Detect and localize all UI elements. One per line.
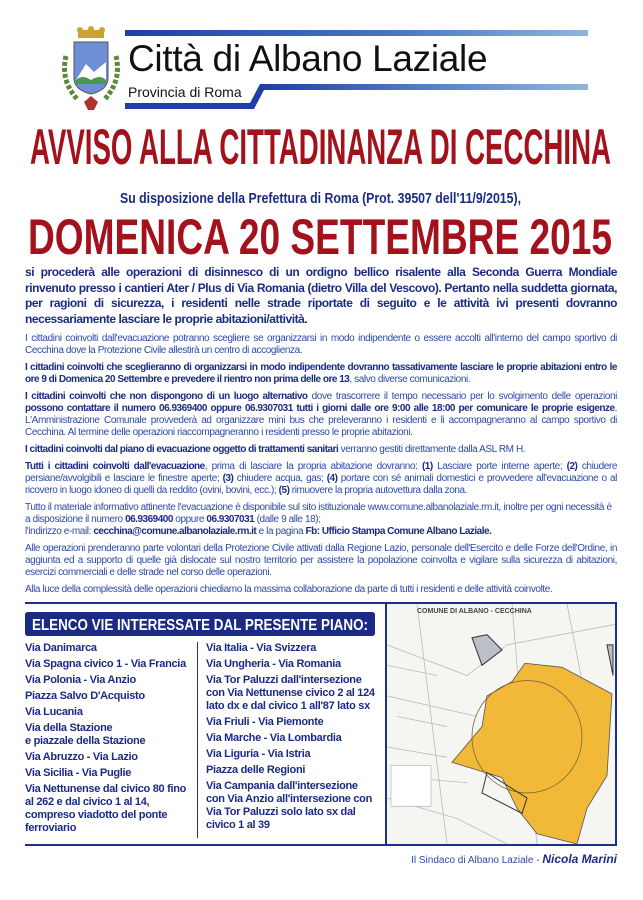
streets-column-1	[25, 642, 197, 838]
street-item: Piazza Salvo D'Acquisto	[25, 690, 145, 702]
streets-and-map	[25, 602, 617, 846]
street-item: Via Abruzzo - Via Lazio	[25, 751, 138, 763]
paragraph-instructions: Tutti i cittadini coinvolti dall'evacuazione, prima di lasciare la propria abitazione dovranno: (1) Lasciare porte interne aperte; (2) chiudere persiane/avvolgibili e lasciare le finestre aperte; (3) chiudere acqua, gas; (4) portare con sé animali domestici e provvedere all'evacuazione o al ricovero in luogo idoneo di quelli da reddito (ovini, bovini, ecc.); (5) rimuovere la propria autovettura dalla zona.	[25, 461, 617, 496]
street-item: Via Campania dall'intersezione con Via Anzio all'intersezione con Via Tor Paluzzi solo lato sx dal civico 1 al 39	[206, 780, 373, 831]
notice-title-text: AVVISO ALLA CITTADINANZA DI CECCHINA	[30, 119, 611, 175]
facebook-page[interactable]: Fb: Ufficio Stampa Comune Albano Laziale.	[305, 526, 492, 537]
email-link[interactable]: cecchina@comune.albanolaziale.rm.it	[93, 526, 257, 537]
street-item: Via Lucania	[25, 706, 83, 718]
street-item: Via della Stazione e piazzale della Stazione	[25, 722, 146, 747]
event-date-text: DOMENICA 20 SETTEMBRE 2015	[28, 209, 612, 265]
mayor-signature: Il Sindaco di Albano Laziale - Nicola Marini	[411, 852, 617, 866]
map-graphic	[387, 604, 615, 844]
paragraph-sanitary: I cittadini coinvolti dal piano di evacuazione oggetto di trattamenti sanitari verranno gestiti direttamente dalla ASL RM H.	[25, 444, 526, 455]
disposition-text: Su disposizione della Prefettura di Roma (Prot. 39507 dell'11/9/2015),	[120, 190, 521, 207]
header-bar-step	[250, 84, 264, 109]
street-item: Via Friuli - Via Piemonte	[206, 716, 324, 728]
streets-heading	[25, 612, 375, 636]
street-item: Via Marche - Via Lombardia	[206, 732, 342, 744]
street-item: Via Polonia - Via Anzio	[25, 674, 136, 686]
intro-paragraph: si procederà alle operazioni di disinnesco di un ordigno bellico risalente alla Seconda Guerra Mondiale rinvenuto presso i cantieri Ater / Plus di Via Romania (dietro Villa del Vescovo). Pertanto nella suddetta giornata, per ragioni di sicurezza, i residenti nelle strade riportate di seguito e le attività ivi presenti dovranno necessariamente lasciare le proprie abitazioni/attività.	[25, 265, 617, 326]
map-title: COMUNE DI ALBANO - CECCHINA	[417, 608, 532, 615]
city-name: Città di Albano Laziale	[128, 38, 488, 79]
street-item: Via Ungheria - Via Romania	[206, 658, 341, 670]
paragraph-reception: I cittadini coinvolti dall'evacuazione potranno scegliere se organizzarsi in modo indipendente o essere accolti all'interno del campo sportivo di Cecchina dove la Protezione Civile allestirà un centro di accoglienza.	[25, 333, 617, 356]
evacuation-zone	[452, 663, 612, 844]
city-coat-of-arms-logo	[58, 26, 124, 114]
notice-body	[25, 333, 617, 596]
prefecture-disposition	[120, 188, 523, 208]
evacuation-map	[385, 602, 617, 846]
province-name: Provincia di Roma	[128, 84, 242, 100]
street-item: Via Liguria - Via Istria	[206, 748, 311, 760]
street-item: Via Danimarca	[25, 642, 97, 654]
street-item: Via Italia - Via Svizzera	[206, 642, 317, 654]
header-bottom-bar	[262, 84, 588, 90]
notice-title	[30, 118, 613, 175]
street-item: Piazza delle Regioni	[206, 764, 306, 776]
paragraph-collaboration: Alla luce della complessità delle operazioni chiediamo la massima collaborazione da parte di tutti i residenti e delle attività coinvolte.	[25, 584, 553, 595]
streets-box	[25, 602, 385, 846]
paragraph-contacts: Tutto il materiale informativo attinente l'evacuazione è disponibile sul sito istituzionale www.comune.albanolaziale.rm.it, inoltre per ogni necessità è a disposizione il numero 06.9369400 oppure 06.9307031 (dalle 9 alle 18); l'indirizzo e-mail: cecchina@comune.albanolaziale.rm.it e la pagina Fb: Ufficio Stampa Comune Albano Laziale.	[25, 502, 612, 537]
paragraph-independent: I cittadini coinvolti che sceglieranno di organizzarsi in modo indipendente dovranno tassativamente lasciare le proprie abitazioni entro le ore 9 di Domenica 20 Settembre e prevedere il rientro non prima delle ore 13, salvo diverse comunicazioni.	[25, 362, 617, 385]
street-item: Via Sicilia - Via Puglie	[25, 767, 132, 779]
street-item: Via Tor Paluzzi dall'intersezione con Via Nettunense civico 2 al 124 lato dx e dal civico 1 all'87 lato sx	[206, 674, 375, 712]
street-item: Via Nettunense dal civico 80 fino al 262 e dal civico 1 al 14, compreso viadotto del ponte ferroviario	[25, 783, 187, 834]
streets-heading-text: ELENCO VIE INTERESSATE DAL PRESENTE PIANO:	[32, 617, 368, 634]
street-item: Via Spagna civico 1 - Via Francia	[25, 658, 186, 670]
paragraph-no-alternative: I cittadini coinvolti che non dispongono di un luogo alternativo dove trascorrere il tempo necessario per lo svolgimento delle operazioni possono contattare il numero 06.9369400 oppure 06.9307031 tutti i giorni dalle ore 9:00 alle 18:00 per comunicare le proprie esigenze. L'Amministrazione Comunale provvederà ad organizzare mini bus che preleveranno i residenti e li accompagneranno al campo sportivo di Cecchina. Al termine delle operazioni riaccompagneranno i residenti presso le proprie abitazioni.	[25, 391, 617, 438]
paragraph-operations: Alle operazioni prenderanno parte volontari della Protezione Civile attivati dalla Regione Lazio, personale dell'Esercito e delle Forze dell'Ordine, in aggiunta ed a supporto di quelle già dislocate sul nostro territorio per assistere la popolazione coinvolta e vigilare sulla sicurezza di abitazioni, esercizi commerciali e delle strade nel corso delle operazioni.	[25, 543, 617, 578]
header-top-bar	[125, 30, 588, 36]
event-date	[28, 209, 614, 265]
header-bottom-bar-left	[125, 103, 252, 109]
streets-column-2	[197, 642, 375, 838]
notice-content	[25, 265, 617, 866]
